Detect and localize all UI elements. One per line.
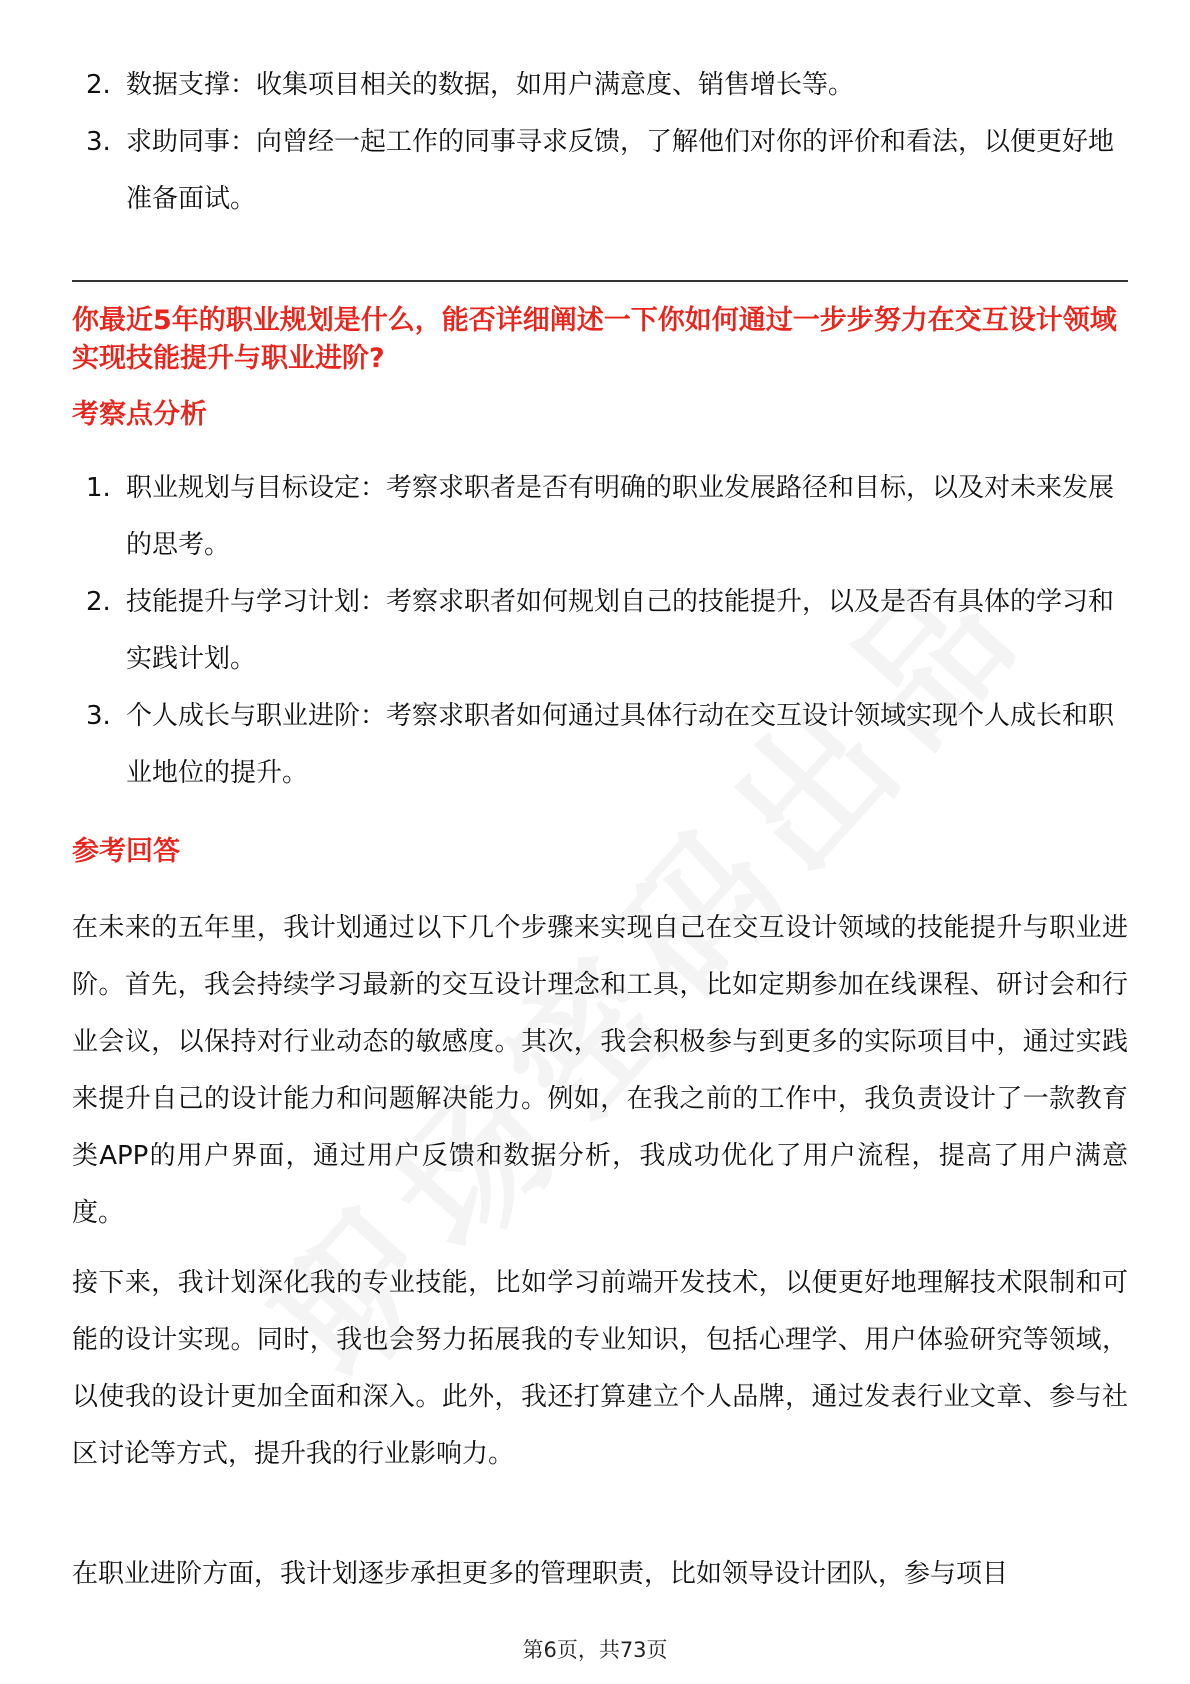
list-item-text: 个人成长与职业进阶：考察求职者如何通过具体行动在交互设计领域实现个人成长和职业地位的提升。 <box>126 701 1115 788</box>
list-item-number: 3. <box>86 701 111 731</box>
list-item-text: 技能提升与学习计划：考察求职者如何规划自己的技能提升，以及是否有具体的学习和实践计划。 <box>126 587 1115 674</box>
analysis-heading: 考察点分析 <box>72 399 207 430</box>
list-item-text: 职业规划与目标设定：考察求职者是否有明确的职业发展路径和目标，以及对未来发展的思考。 <box>126 473 1115 560</box>
list-item <box>80 57 1120 114</box>
list-item-number: 3. <box>86 127 111 157</box>
list-item <box>80 460 1120 574</box>
list-item-number: 2. <box>86 587 111 617</box>
list-item-text: 数据支撑：收集项目相关的数据，如用户满意度、销售增长等。 <box>126 70 855 100</box>
question-heading: 你最近5年的职业规划是什么，能否详细阐述一下你如何通过一步步努力在交互设计领域实现技能提升与职业进阶? <box>72 305 1117 374</box>
list-item-number: 1. <box>86 473 111 503</box>
analysis-list <box>80 460 1120 802</box>
list-item <box>80 574 1120 688</box>
page-footer: 第6页，共73页 <box>522 1638 668 1662</box>
list-item <box>80 114 1120 228</box>
list-item-number: 2. <box>86 70 111 100</box>
answer-paragraph: 接下来，我计划深化我的专业技能，比如学习前端开发技术，以便更好地理解技术限制和可能的设计实现。同时，我也会努力拓展我的专业知识，包括心理学、用户体验研究等领域，以使我的设计更加全面和深入。此外，我还打算建立个人品牌，通过发表行业文章、参与社区讨论等方式，提升我的行业影响力。 <box>72 1268 1128 1469</box>
top-list <box>80 57 1120 228</box>
answer-heading: 参考回答 <box>72 836 180 867</box>
section-divider <box>72 280 1128 282</box>
answer-paragraph: 在未来的五年里，我计划通过以下几个步骤来实现自己在交互设计领域的技能提升与职业进阶。首先，我会持续学习最新的交互设计理念和工具，比如定期参加在线课程、研讨会和行业会议，以保持对行业动态的敏感度。其次，我会积极参与到更多的实际项目中，通过实践来提升自己的设计能力和问题解决能力。例如，在我之前的工作中，我负责设计了一款教育类APP的用户界面，通过用户反馈和数据分析，我成功优化了用户流程，提高了用户满意度。 <box>72 913 1128 1228</box>
list-item <box>80 688 1120 802</box>
answer-paragraph: 在职业进阶方面，我计划逐步承担更多的管理职责，比如领导设计团队，参与项目 <box>72 1559 1009 1589</box>
list-item-text: 求助同事：向曾经一起工作的同事寻求反馈，了解他们对你的评价和看法，以便更好地准备面试。 <box>126 127 1115 214</box>
